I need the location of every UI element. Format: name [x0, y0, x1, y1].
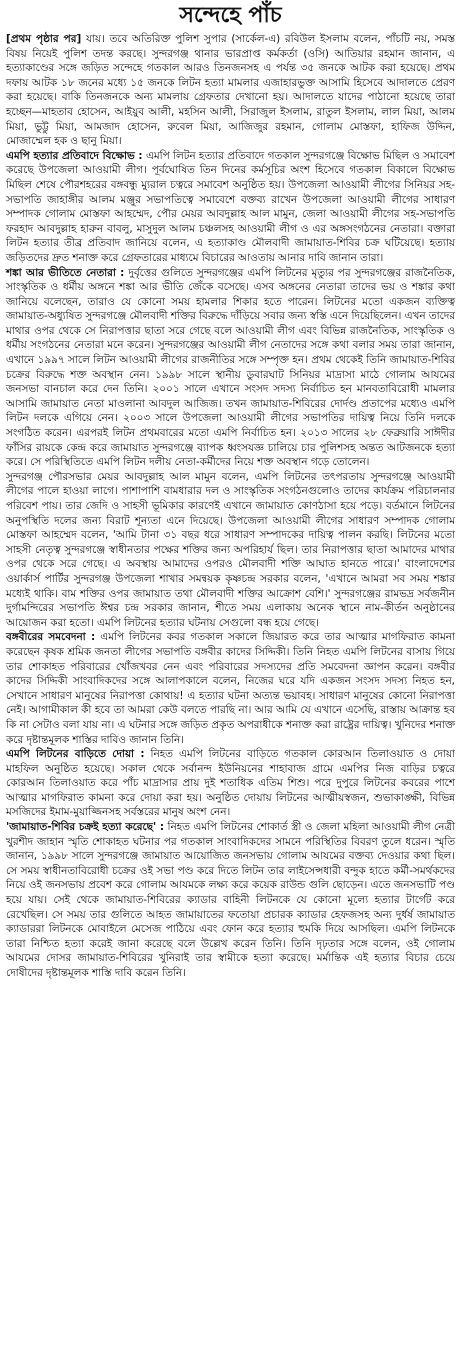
- paragraph-text: যায়। তবে অতিরিক্ত পুলিশ সুপার (সার্কেল-এ) রবিউল ইসলাম বলেন, পাঁচটি নয়, সমস্ত বিষয় নিয়েই পুলিশ তদন্ত করছে। সুন্দরগঞ্জ থানার ভারপ্রাপ্ত কর্মকর্তা (ওসি) আতিয়ার রহমান জানান, এ হত্যাকাণ্ডের সঙ্গে জড়িত সন্দেহে গতকাল আরও তিনজনসহ এ পর্যন্ত ৩৫ জনকে আটক করা হয়েছে। প্রথম দফায় আটক ১৮ জনের মধ্যে ১৫ জনকে লিটন হত্যা মামলার এজাহারভুক্ত আসামি হিসেবে আদালতে প্রেরণ করা হয়েছে। বাকি তিনজনকে অন্য মামলায় গ্রেফতার দেখানো হয়। আদালতে যাদের পাঠানো হয়েছে তারা হচ্ছেন—মাহতাব হোসেন, আইয়ুব আলী, মহসিন আলী, সিরাজুল ইসলাম, রাতুল ইসলাম, লাল মিয়া, আলম মিয়া, ভুট্টু মিয়া, আমজাদ হোসেন, রুবেল মিয়া, আজিজুর রহমান, গোলাম মোস্তফা, হাফিজ উদ্দিন, মোজাম্মেল হক ও ছানু মিয়া।: [6, 33, 455, 148]
- article-body: [6, 32, 455, 981]
- subheading: শঙ্কা আর ভীতিতে নেতারা :: [6, 266, 125, 279]
- paragraph-wife-statement: [6, 820, 455, 981]
- subheading: 'জামায়াত-শিবির চক্রই হত্যা করেছে' :: [6, 821, 165, 834]
- subheading: এমপি লিটনের বাড়িতে দোয়া :: [6, 748, 145, 761]
- paragraph-protest: [6, 149, 455, 266]
- paragraph-text: এমপি লিটনের কবর গতকাল সকালে জিয়ারত করে তার আত্মার মাগফিরাত কামনা করেছেন কৃষক শ্রমিক জনতা লীগের সভাপতি বঙ্গবীর কাদের সিদ্দিকী। তিনি নিহত এমপি লিটনের বাসায় গিয়ে তার শোকাহত পরিবারের খোঁজখবর নেন এবং পরিবারের সদস্যদের প্রতি সমবেদনা জ্ঞাপন করেন। বঙ্গবীর কাদের সিদ্দিকী সাংবাদিকদের সঙ্গে আলাপকালে বলেন, নিজের ঘরে যদি একজন সংসদ সদস্য নিহত হন, সেখানে সাধারণ মানুষের নিরাপত্তা কোথায়! এ হত্যার ঘটনা অত্যন্ত ভয়াবহ। সাধারণ মানুষের কোনো নিরাপত্তা নেই। আগামীকাল কী হবে তা আমরা কেউ বলতে পারছি না। আর আমি যে এখানে এসেছি, রাস্তায় আক্রান্ত হব কি না সেটাও বলা যায় না। এ ঘটনার সঙ্গে জড়িত প্রকৃত অপরাধীকে শনাক্ত করা রাষ্ট্রের দায়িত্ব। খুনিদের শনাক্ত করে দৃষ্টান্তমূলক শাস্তির দাবিও জানান তিনি।: [6, 631, 455, 746]
- subheading: এমপি হত্যার প্রতিবাদে বিক্ষোভ :: [6, 149, 143, 162]
- paragraph-text: দুর্বৃত্তের গুলিতে সুন্দরগঞ্জের এমপি লিটনের মৃত্যুর পর সুন্দরগঞ্জের রাজনৈতিক, সাংস্কৃতিক ও ধর্মীয় অঙ্গনে শঙ্কা আর ভীতি জেঁকে বসেছে। এসব অঙ্গনের নেতারা তাদের ভয় ও শঙ্কার কথা জানিয়ে বলেছেন, তারাও যে কোনো সময় হামলার শিকার হতে পারেন। লিটনের মতো একজন ব্যক্তিত্ব জামায়াত-অধ্যুষিত সুন্দরগঞ্জে মৌলবাদী শক্তির বিরুদ্ধে দাঁড়িয়ে সবার জন্য স্বস্তি এনে দিয়েছিলেন। এখন তাদের মাথার ওপর থেকে সে নিরাপত্তার ছাতা সরে গেছে বলে আওয়ামী লীগ এবং বিভিন্ন রাজনৈতিক, সাংস্কৃতিক ও ধর্মীয় সংগঠনের নেতারা মনে করেন। সুন্দরগঞ্জের আওয়ামী লীগ নেতাদের সঙ্গে কথা বলার সময় তারা জানান, এখানে ১৯৯৭ সালে লিটন আওয়ামী লীগের রাজনীতির সঙ্গে সম্পৃক্ত হন। প্রথম থেকেই তিনি জামায়াত-শিবির চক্রের বিরুদ্ধে শক্ত অবস্থান নেন। ১৯৯৮ সালে স্থানীয় ডুবারঘাট সিনিয়র মাদ্রাসা মাঠে গোলাম আযমের জনসভা বানচাল করে দেন তিনি। ২০০১ সালে এখানে সংসদ সদস্য নির্বাচিত হন মানবতাবিরোধী মামলার আসামি জামায়াত নেতা মাওলানা আবদুল আজিজ। তখন জামায়াত-শিবিরের দোর্দণ্ড প্রতাপের মধ্যেও এমপি লিটন দলকে এগিয়ে নেন। ২০০৩ সালে উপজেলা আওয়ামী লীগের সভাপতির দায়িত্ব নিয়ে তিনি দলকে সংগঠিত করেন। এরপরই লিটন প্রথমবারের মতো এমপি নির্বাচিত হন। ২০১৩ সালের ২৮ ফেব্রুয়ারি সাঈদীর ফাঁসির রায়কে কেন্দ্র করে জামায়াত সুন্দরগঞ্জে ব্যাপক ধ্বংসযজ্ঞ চালিয়ে চার পুলিশসহ অন্তত আটজনকে হত্যা করে। সে পরিস্থিতিতে এমপি লিটন দলীয় নেতা-কর্মীদের নিয়ে শক্ত অবস্থান গড়ে তোলেন।: [6, 266, 455, 469]
- headline: সন্দেহে পাঁচ: [179, 2, 282, 28]
- subheading: বঙ্গবীরের সমবেদনা :: [6, 631, 96, 644]
- paragraph-continuation: [6, 32, 455, 149]
- paragraph-mayor: [6, 470, 455, 631]
- paragraph-text: সুন্দরগঞ্জ পৌরসভার মেয়র আবদুল্লাহ আল মামুন বলেন, এমপি লিটনের তৎপরতায় সুন্দরগঞ্জে আওয়ামী লীগের পালে হাওয়া লাগে। পাশাপাশি বামধারার দল ও সাংস্কৃতিক সংগঠনগুলোও তাদের কার্যক্রম পরিচালনার পরিবেশ পায়। তার জেদি ও সাহসী ভূমিকার কারণেই এখানে জামায়াত কোণঠাসা হয়ে পড়ে। বর্তমানে লিটনের অনুপস্থিতি দলের জন্য বিরাট শূন্যতা এনে দিয়েছে। উপজেলা আওয়ামী লীগের সাধারণ সম্পাদক গোলাম মোস্তফা আহম্মেদ বলেন, 'আমি টানা ৩১ বছর ধরে সাধারণ সম্পাদকের দায়িত্ব পালন করছি। লিটনের মতো সাহসী নেতৃত্ব সুন্দরগঞ্জে স্বাধীনতার পক্ষের শক্তির জন্য অপরিহার্য ছিল। তার নিরাপত্তার ছাতা আমাদের মাথার ওপর থেকে সরে গেছে। এ অবস্থায় আমাদের ওপরও মৌলবাদী শক্তি আঘাত হানতে পারে।' বাংলাদেশের ওয়ার্কার্স পার্টির সুন্দরগঞ্জ উপজেলা শাখার সমন্বয়ক কৃষ্ণচন্দ্র সরকার বলেন, 'এখানে আমরা সব সময় শঙ্কার মধ্যেই থাকি। বাম শক্তির ওপর জামায়াত তথা মৌলবাদী শক্তির আক্রোশ বেশি।' সুন্দরগঞ্জের রামভদ্র সর্বজনীন দুর্গামন্দিরের সভাপতি ঈশ্বর চন্দ্র সরকার জানান, শীতে সময় এলাকায় অনেক স্থানে নাম-কীর্তন অনুষ্ঠানের আয়োজন করা হতো। এমপি লিটনের হত্যার ঘটনায় সেগুলো বন্ধ হয়ে গেছে।: [6, 470, 455, 629]
- paragraph-fear: [6, 266, 455, 470]
- paragraph-text: নিহত এমপি লিটনের শোকার্ত স্ত্রী ও জেলা মহিলা আওয়ামী লীগ নেত্রী খুরশীদ জাহান স্মৃতি শোকাহত ঘটনার পর গতকাল সাংবাদিকদের সামনে পরিস্থিতির বিবরণ তুলে ধরেন। স্মৃতি জানান, ১৯৯৮ সালে সুন্দরগঞ্জে জামায়াত আয়োজিত জনসভায় গোলাম আযমের বক্তব্য দেওয়ার কথা ছিল। সে সময় স্বাধীনতাবিরোধী চক্রের ওই সভা পণ্ড করে দিতে লিটন তার লাইসেন্সধারী বন্দুক হাতে কর্মী-সমর্থকদের নিয়ে ওই জনসভায় প্রবেশ করে গোলাম আযমকে লক্ষ্য করে কয়েক রাউন্ড গুলি ছোড়েন। এতে জনসভাটি পণ্ড হয়ে যায়। সেই থেকে জামায়াত-শিবিরের ক্যাডার বাহিনী লিটনকে যে কোনো মূল্যে হত্যার টার্গেট করে রেখেছিল। সে সময় তার গুলিতে আহত জামায়াতের ফতোয়া প্রচারক ক্যাডার হেফজসহ অন্য দুর্ধর্ষ জামায়াত ক্যাডাররা লিটনকে মোবাইলে মেসেজ পাঠিয়ে এবং ফোন করে হত্যার হুমকি দিয়ে আসছিল। এমপি লিটনকে তারা নিশ্চিত হত্যা করেই জানা করেছে বলে উল্লেখ করেন তিনি। তিনি দৃঢ়তার সঙ্গে বলেন, ওই গোলাম আযমের দোসর জামায়াত-শিবিরের খুনিরাই তার স্বামীকে হত্যা করেছে। মর্মান্তিক এই হত্যার বিচার চেয়ে দোষীদের দৃষ্টান্তমূলক শাস্তি দাবি করেন তিনি।: [6, 821, 455, 979]
- paragraph-text: এমপি লিটন হত্যার প্রতিবাদে গতকাল সুন্দরগঞ্জে বিক্ষোভ মিছিল ও সমাবেশ করেছে উপজেলা আওয়ামী লীগ। পূর্বঘোষিত তিন দিনের কর্মসূচির অংশ হিসেবে গতকাল বিকালে বিক্ষোভ মিছিল শেষে পৌরশহরের বঙ্গবন্ধু ম্যুরাল চত্বরে সমাবেশ অনুষ্ঠিত হয়। উপজেলা আওয়ামী লীগের সিনিয়র সহ-সভাপতি জাহাঙ্গীর আলম মঞ্জুর সভাপতিত্বে সমাবেশে বক্তব্য রাখেন উপজেলা আওয়ামী লীগের সাধারণ সম্পাদক গোলাম মোস্তফা আহম্মেদ, পৌর মেয়র আবদুল্লাহ আল মামুন, জেলা আওয়ামী লীগের সহ-সভাপতি ফরহাদ আবদুল্লাহ হারুন বাবলু, মাসুদুল আলম চঞ্চলসহ আওয়ামী লীগ ও এর অঙ্গসংগঠনের নেতারা। বক্তারা লিটন হত্যার তীব্র প্রতিবাদ জানিয়ে বলেন, এ হত্যাকাণ্ড মৌলবাদী জামায়াত-শিবির চক্র ঘটিয়েছে। হত্যায় জড়িতদের দ্রুত শনাক্ত করে গ্রেফতারের মাধ্যমে বিচারের আওতায় আনার দাবি জানান তারা।: [6, 149, 455, 264]
- subheading: [প্রথম পৃষ্ঠার পর]: [6, 33, 82, 45]
- paragraph-text: নিহত এমপি লিটনের বাড়িতে গতকাল কোরআন তিলাওয়াত ও দোয়া মাহফিল অনুষ্ঠিত হয়েছে। সকাল থেকে সর্বানন্দ ইউনিয়নের শাহাবাজ গ্রামে এমপির নিজ বাড়ির চত্বরে কোরআন তিলাওয়াত করে পাঁচ মাদ্রাসার প্রায় দুই শতাধিক এতিম শিশু। পরে দুপুরে লিটনের কবরের পাশে আত্মার মাগফিরাত কামনা করে দোয়া করা হয়। অনুষ্ঠিত দোয়ায় লিটনের আত্মীয়স্বজন, শুভাকাঙ্ক্ষী, বিভিন্ন মসজিদের ইমাম-মুয়াজ্জিনসহ সর্বস্তরের মানুষ অংশ নেন।: [6, 748, 455, 819]
- paragraph-condolence: [6, 630, 455, 747]
- paragraph-prayer: [6, 747, 455, 820]
